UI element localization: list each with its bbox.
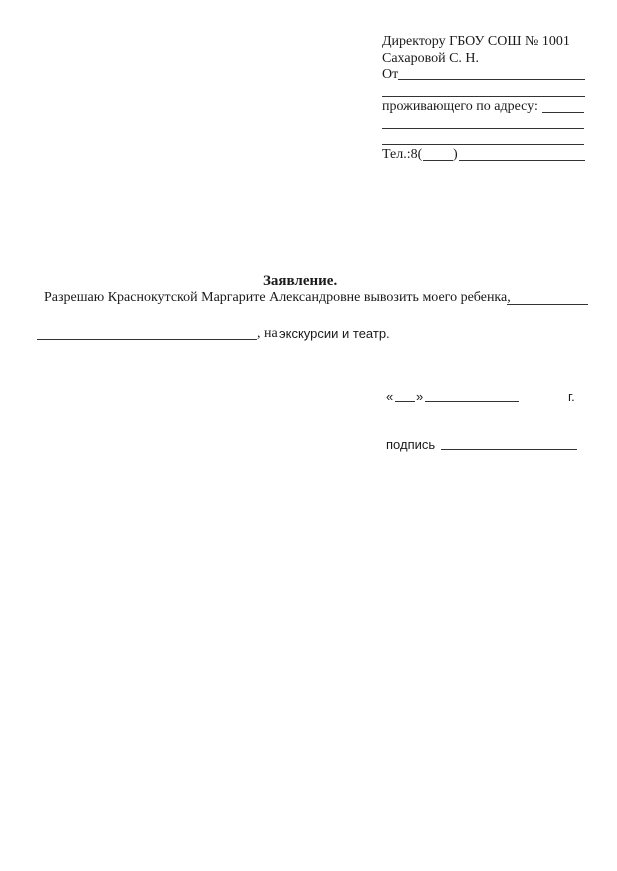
from-blank (398, 79, 585, 80)
from-label: От (382, 67, 399, 82)
address-label: проживающего по адресу: (382, 99, 538, 114)
purpose-prefix: , на (257, 326, 278, 341)
statement-text: Разрешаю Краснокутской Маргарите Александровне вывозить моего ребенка, (44, 290, 511, 305)
signature-label: подпись (386, 437, 436, 452)
month-blank (425, 401, 519, 402)
document-title: Заявление. (263, 273, 338, 289)
year-suffix: г. (568, 389, 575, 404)
phone-code-blank (423, 160, 453, 161)
signature-blank (441, 449, 577, 450)
phone-paren-close: ) (453, 147, 458, 162)
address-blank-2 (382, 128, 584, 129)
day-blank (395, 401, 415, 402)
phone-number-blank (459, 160, 585, 161)
from-blank-2 (382, 96, 585, 97)
address-blank (542, 112, 584, 113)
director-name: Сахаровой С. Н. (382, 51, 480, 66)
phone-prefix: Тел.:8( (382, 147, 423, 162)
child-name-blank-2 (37, 339, 257, 340)
director-line: Директору ГБОУ СОШ № 1001 (382, 34, 570, 49)
address-blank-3 (382, 144, 584, 145)
date-quote-close: » (416, 389, 424, 404)
date-quote-open: « (386, 389, 394, 404)
purpose-text: экскурсии и театр. (279, 326, 390, 341)
child-name-blank (507, 304, 588, 305)
